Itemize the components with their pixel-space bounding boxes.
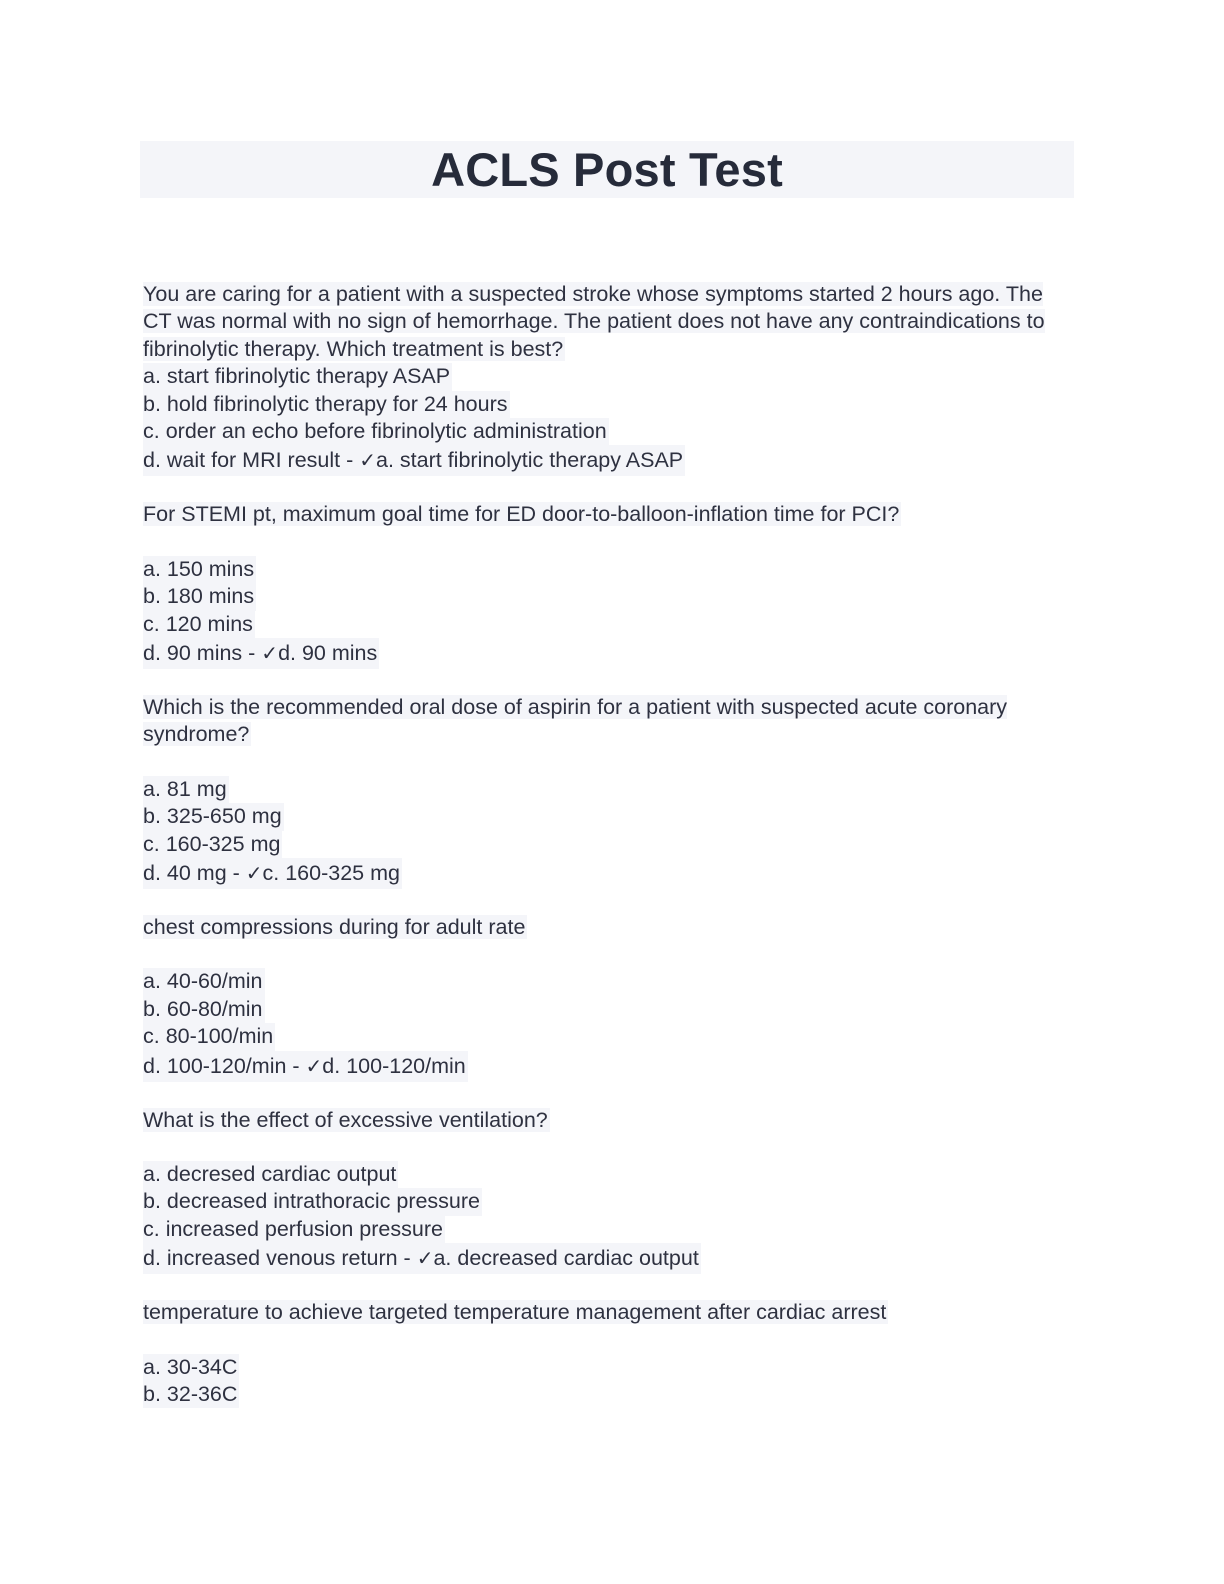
option [143, 418, 1063, 445]
option-text: a. start fibrinolytic therapy ASAP [143, 364, 451, 389]
option [143, 1381, 1063, 1408]
option [143, 556, 1063, 583]
option-with-answer [143, 858, 1063, 887]
spacer [143, 1327, 1063, 1354]
question-text-content: Which is the recommended oral dose of aspirin for a patient with suspected acute coronary syndrome? [143, 694, 1008, 747]
question-block [143, 914, 1063, 1080]
question-list [143, 281, 1063, 1435]
option-text: b. 180 mins [143, 584, 255, 609]
question-text-content: What is the effect of excessive ventilation? [143, 1107, 548, 1132]
option-text: c. 80-100/min [143, 1024, 274, 1049]
question-text [143, 1107, 1063, 1134]
answer-text: d. 100-120/min [322, 1053, 466, 1078]
option-text: a. 40-60/min [143, 969, 263, 994]
option-text: a. 30-34C [143, 1354, 238, 1379]
option-highlight [143, 858, 402, 889]
question-block [143, 1299, 1063, 1408]
question-text-content: temperature to achieve targeted temperature management after cardiac arrest [143, 1300, 887, 1325]
option [143, 803, 1063, 830]
option-highlight [143, 1051, 468, 1082]
option-highlight [143, 996, 265, 1023]
option-text: b. 325-650 mg [143, 804, 282, 829]
option-highlight [143, 1161, 398, 1188]
spacer [143, 529, 1063, 556]
option-text: c. increased perfusion pressure [143, 1216, 443, 1241]
question-text [143, 914, 1063, 941]
option-text: b. hold fibrinolytic therapy for 24 hours [143, 391, 508, 416]
option-text: c. 120 mins [143, 611, 253, 636]
document-title: ACLS Post Test [431, 143, 783, 196]
option-text: a. decresed cardiac output [143, 1161, 397, 1186]
option-highlight [143, 583, 256, 610]
option [143, 831, 1063, 858]
option-highlight [143, 418, 609, 445]
option-text: d. 100-120/min - [143, 1053, 306, 1078]
option-highlight [143, 968, 265, 995]
question-block [143, 1107, 1063, 1273]
checkmark-icon: ✓ [245, 860, 263, 885]
question-text [143, 501, 1063, 528]
option-with-answer [143, 1243, 1063, 1272]
answer-text: a. start fibrinolytic therapy ASAP [376, 448, 684, 473]
option [143, 1354, 1063, 1381]
option-text: d. 90 mins - [143, 640, 262, 665]
question-block [143, 694, 1063, 887]
option-highlight [143, 1243, 701, 1274]
option [143, 583, 1063, 610]
option-text: d. wait for MRI result - [143, 448, 360, 473]
option-highlight [143, 831, 282, 858]
option [143, 968, 1063, 995]
option-text: b. 32-36C [143, 1381, 238, 1406]
option [143, 1023, 1063, 1050]
option [143, 1216, 1063, 1243]
spacer [143, 941, 1063, 968]
answer-text: a. decreased cardiac output [433, 1246, 699, 1271]
checkmark-icon: ✓ [359, 448, 377, 473]
option-highlight [143, 803, 284, 830]
spacer [143, 1134, 1063, 1161]
option [143, 776, 1063, 803]
question-text-content: chest compressions during for adult rate [143, 914, 526, 939]
question-block [143, 501, 1063, 667]
question-text [143, 281, 1063, 363]
option [143, 1161, 1063, 1188]
option-text: b. 60-80/min [143, 996, 263, 1021]
spacer [143, 749, 1063, 776]
option-highlight [143, 611, 255, 638]
checkmark-icon: ✓ [305, 1053, 323, 1078]
option-highlight [143, 391, 510, 418]
option-text: d. 40 mg - [143, 860, 246, 885]
option [143, 611, 1063, 638]
option-text: c. order an echo before fibrinolytic administration [143, 419, 607, 443]
option [143, 391, 1063, 418]
option-highlight [143, 1188, 482, 1215]
title-band [140, 141, 1074, 198]
option-highlight [143, 638, 379, 669]
option-highlight [143, 1354, 239, 1381]
option-text: b. decreased intrathoracic pressure [143, 1189, 481, 1214]
option-with-answer [143, 638, 1063, 667]
option-highlight [143, 556, 256, 583]
option-highlight [143, 445, 685, 476]
question-block [143, 281, 1063, 474]
question-text-content: For STEMI pt, maximum goal time for ED door-to-balloon-inflation time for PCI? [143, 502, 900, 527]
question-text [143, 1299, 1063, 1326]
option-with-answer [143, 445, 1063, 474]
option-highlight [143, 776, 229, 803]
option [143, 1188, 1063, 1215]
answer-text: d. 90 mins [278, 640, 378, 665]
question-text-content: You are caring for a patient with a suspected stroke whose symptoms started 2 hours ago. The CT was normal with no sign of hemorrhage. The patient does not have any contraindications to fibrinolytic therapy. Which treatment is best? [143, 282, 1045, 361]
option [143, 996, 1063, 1023]
option-text: d. increased venous return - [143, 1246, 417, 1271]
option-highlight [143, 363, 452, 390]
option [143, 363, 1063, 390]
checkmark-icon: ✓ [261, 640, 279, 665]
option-text: a. 150 mins [143, 556, 255, 581]
answer-text: c. 160-325 mg [262, 860, 400, 885]
checkmark-icon: ✓ [416, 1246, 434, 1271]
question-text [143, 694, 1063, 749]
option-text: a. 81 mg [143, 776, 227, 801]
option-with-answer [143, 1051, 1063, 1080]
option-highlight [143, 1023, 275, 1050]
option-highlight [143, 1381, 239, 1408]
option-highlight [143, 1216, 445, 1243]
option-text: c. 160-325 mg [143, 831, 281, 856]
